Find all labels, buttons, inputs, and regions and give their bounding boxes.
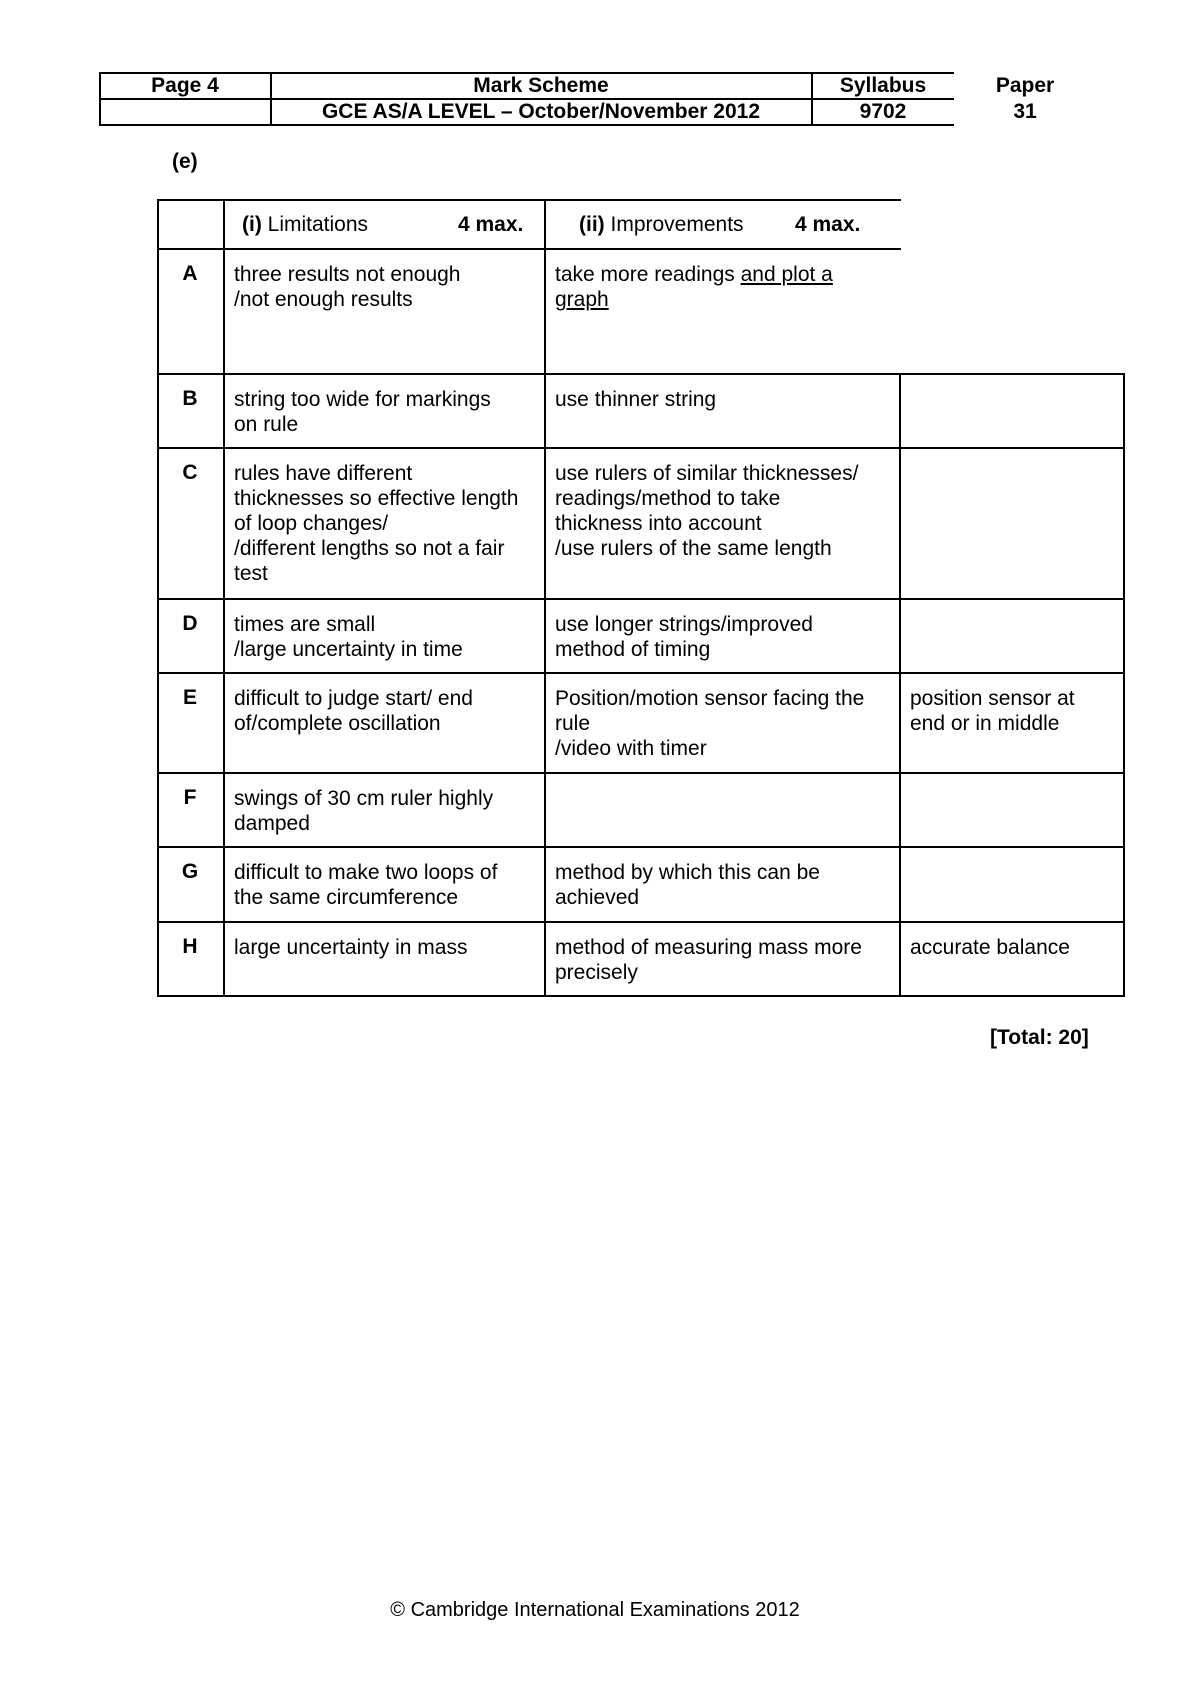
table-rule-col3 <box>899 373 901 996</box>
row-a-limitation: three results not enough /not enough results <box>234 263 461 311</box>
row-e-limitation: difficult to judge start/ end of/complete oscillation <box>234 687 473 735</box>
row-letter-c: C <box>182 461 198 484</box>
col2-max: 4 max. <box>795 213 861 236</box>
col1-max: 4 max. <box>458 213 524 236</box>
row-c-improvement: use rulers of similar thicknesses/ readings/method to take thickness into account /use rulers of the same length <box>555 462 859 560</box>
part-label: (e) <box>172 150 198 173</box>
row-g-limitation: difficult to make two loops of the same circumference <box>234 861 498 909</box>
col2-heading: (ii) Improvements <box>579 213 744 236</box>
table-rule-e <box>157 772 1125 774</box>
row-letter-e: E <box>182 686 197 709</box>
header-paper-label: Paper <box>995 74 1055 97</box>
row-h-limitation: large uncertainty in mass <box>234 936 468 959</box>
table-rule-col1 <box>223 199 225 996</box>
row-c-limitation: rules have different thicknesses so effective length of loop changes/ /different lengths so not a fair test <box>234 462 519 585</box>
header-syllabus: 9702 <box>859 100 907 123</box>
row-h-note: accurate balance <box>910 936 1070 959</box>
row-e-note: position sensor at end or in middle <box>910 687 1075 735</box>
header-title: Mark Scheme <box>473 74 609 97</box>
table-rule-c <box>157 598 1125 600</box>
table-rule-col2 <box>544 199 546 996</box>
row-letter-f: F <box>183 786 197 809</box>
row-letter-h: H <box>182 935 198 958</box>
header-exam: GCE AS/A LEVEL – October/November 2012 <box>321 100 761 123</box>
row-d-improvement: use longer strings/improved method of timing <box>555 613 813 661</box>
table-rule-top <box>157 199 901 201</box>
table-rule-header <box>157 248 901 250</box>
table-rule-bottom <box>157 995 1125 997</box>
row-h-improvement: method of measuring mass more precisely <box>555 936 862 984</box>
row-f-limitation: swings of 30 cm ruler highly damped <box>234 787 494 835</box>
row-e-improvement: Position/motion sensor facing the rule /video with timer <box>555 687 865 760</box>
row-letter-b: B <box>182 387 198 410</box>
table-rule-a <box>157 373 1125 375</box>
table-rule-right <box>1123 373 1125 996</box>
table-rule-g <box>157 921 1125 923</box>
header-paper: 31 <box>1013 100 1037 123</box>
row-b-improvement: use thinner string <box>555 388 717 411</box>
footer-copyright: © Cambridge International Examinations 2012 <box>390 1599 800 1621</box>
table-rule-b <box>157 447 1125 449</box>
row-letter-d: D <box>182 612 198 635</box>
total-marks: [Total: 20] <box>990 1026 1089 1049</box>
table-rule-d <box>157 672 1125 674</box>
row-d-limitation: times are small /large uncertainty in time <box>234 613 463 661</box>
row-letter-g: G <box>181 860 199 883</box>
header-page: Page 4 <box>151 74 219 97</box>
row-letter-a: A <box>182 262 198 285</box>
row-g-improvement: method by which this can be achieved <box>555 861 820 909</box>
row-b-limitation: string too wide for markings on rule <box>234 388 491 436</box>
header-syllabus-label: Syllabus <box>839 74 927 97</box>
row-a-improvement: take more readings and plot a graph <box>555 263 833 311</box>
table-rule-f <box>157 846 1125 848</box>
col1-heading: (i) Limitations <box>242 213 369 236</box>
